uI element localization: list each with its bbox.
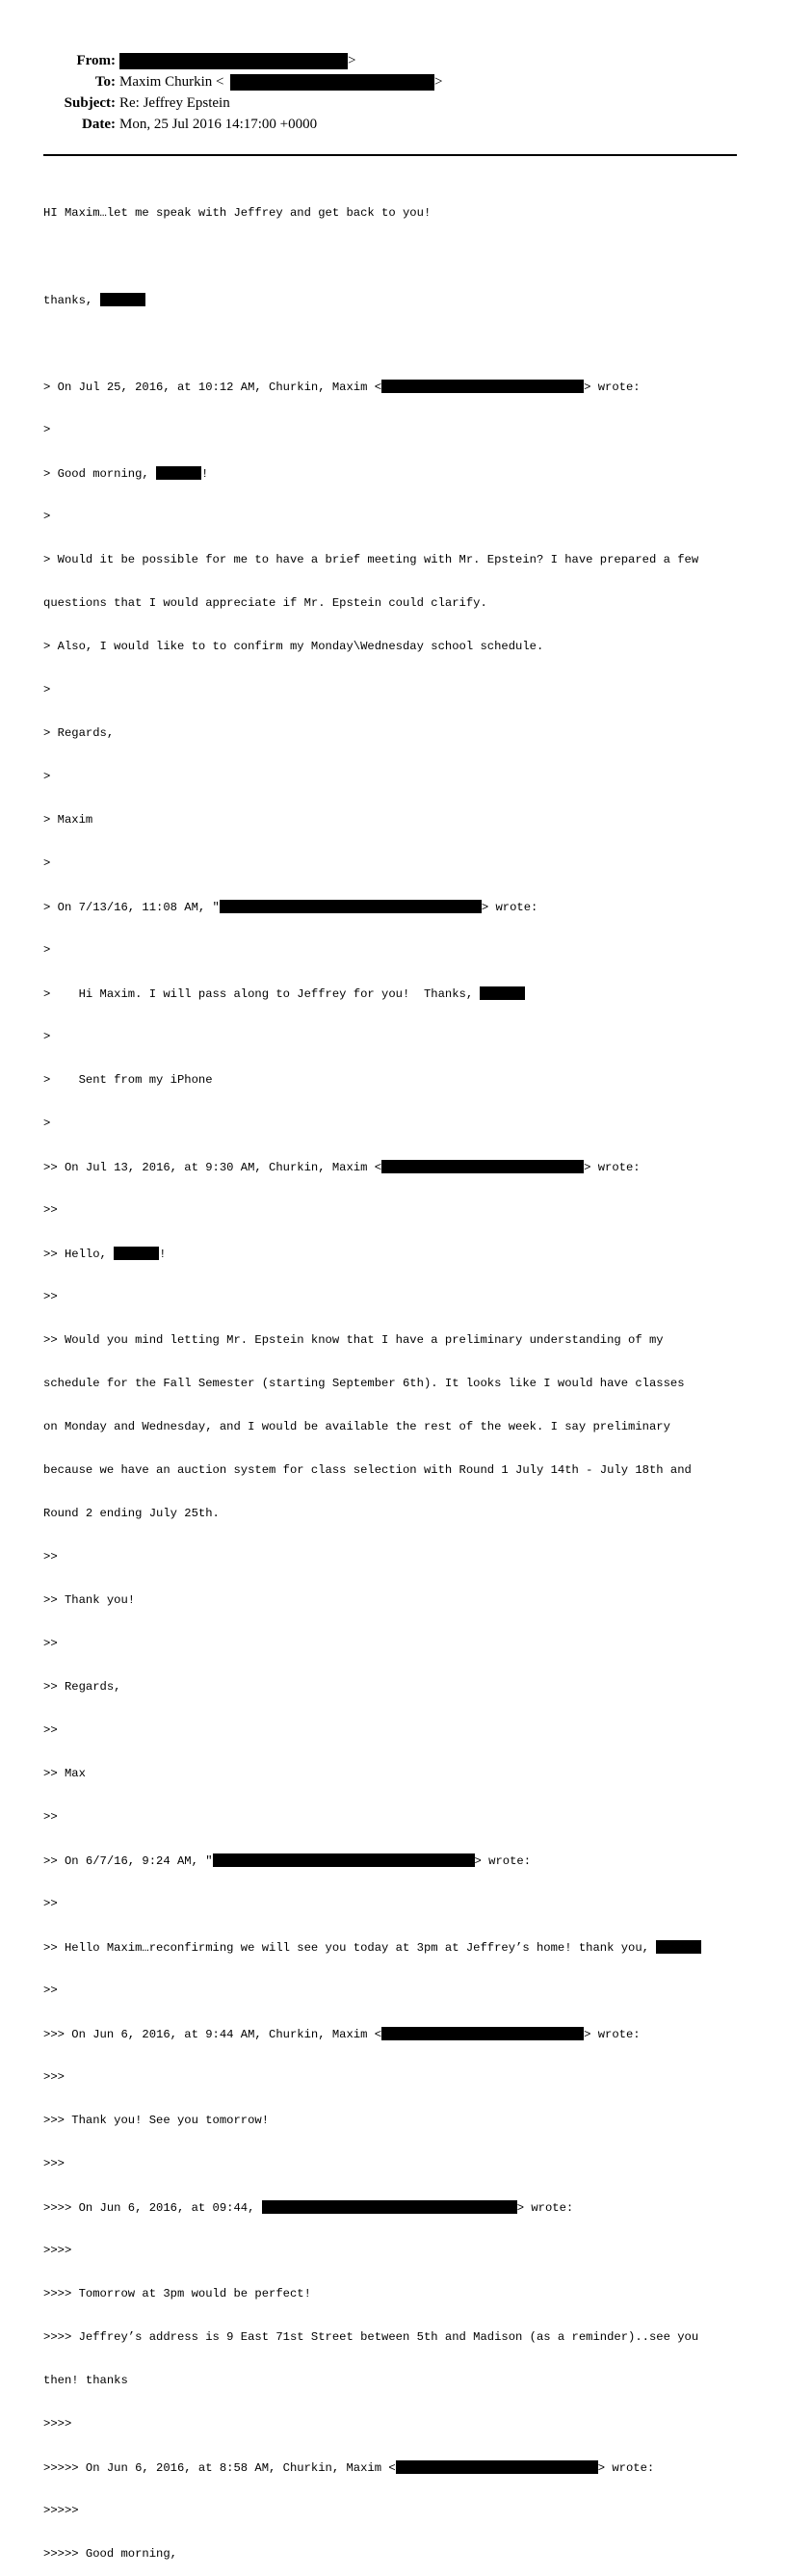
body-line: >	[43, 943, 51, 957]
body-line: >> Thank you!	[43, 1593, 136, 1607]
body-line: >> Regards,	[43, 1680, 121, 1694]
date-label: Date:	[82, 117, 116, 132]
body-line: >	[43, 510, 51, 523]
body-line: >	[43, 683, 51, 697]
redaction-bar	[213, 1853, 475, 1867]
body-line: >> Max	[43, 1767, 86, 1780]
body-line: >	[43, 856, 51, 870]
subject-text: Re: Jeffrey Epstein	[119, 95, 230, 111]
subject-label: Subject:	[64, 95, 116, 111]
quote-header: >>> On Jun 6, 2016, at 9:44 AM, Churkin, Maxim < > wrote:	[43, 2028, 641, 2041]
quote-header: > On 7/13/16, 11:08 AM, " > wrote:	[43, 901, 538, 914]
quote-header: >>>>> On Jun 6, 2016, at 8:58 AM, Churkin, Maxim < > wrote:	[43, 2461, 655, 2475]
angle-bracket: >	[434, 74, 443, 90]
redaction-bar	[480, 986, 525, 1000]
body-line: > Regards,	[43, 726, 115, 740]
redaction-bar	[100, 293, 145, 306]
body-line: >> Would you mind letting Mr. Epstein know that I have a preliminary understanding of my	[43, 1333, 664, 1347]
subject-row	[0, 95, 347, 117]
body-line: >>	[43, 1550, 58, 1564]
from-label: From:	[76, 53, 116, 68]
to-label: To:	[94, 74, 116, 90]
angle-bracket: >	[348, 53, 356, 68]
body-line: because we have an auction system for class selection with Round 1 July 14th - July 18th and	[43, 1463, 692, 1477]
email-body	[43, 177, 756, 2576]
body-line: >>	[43, 1290, 58, 1303]
quote-header: >> On Jul 13, 2016, at 9:30 AM, Churkin, Maxim < > wrote:	[43, 1161, 641, 1174]
body-line: > Hi Maxim. I will pass along to Jeffrey for you! Thanks,	[43, 986, 756, 1001]
body-line: >>>> Tomorrow at 3pm would be perfect!	[43, 2287, 311, 2300]
redaction-bar	[381, 380, 584, 393]
date-row	[0, 117, 347, 138]
body-line: >>	[43, 1723, 58, 1737]
body-line: > Good morning, !	[43, 467, 209, 481]
body-line: >>>	[43, 2070, 65, 2084]
redaction-bar	[220, 900, 482, 913]
redaction-bar	[381, 2027, 584, 2040]
quote-header: >> On 6/7/16, 9:24 AM, " > wrote:	[43, 1854, 532, 1868]
body-line: then! thanks	[43, 2374, 128, 2387]
body-line: >	[43, 1117, 51, 1130]
body-line: >>	[43, 1203, 58, 1217]
body-line: >>>>	[43, 2244, 72, 2257]
from-row	[0, 53, 356, 74]
body-line: > Also, I would like to to confirm my Monday\Wednesday school schedule.	[43, 640, 544, 653]
body-line: HI Maxim…let me speak with Jeffrey and get back to you!	[43, 206, 432, 220]
redaction-bar	[656, 1940, 701, 1954]
body-line: > Sent from my iPhone	[43, 1073, 213, 1087]
body-line: >>	[43, 1984, 58, 1997]
to-name: Maxim Churkin <	[119, 74, 224, 90]
body-line: >>> Thank you! See you tomorrow!	[43, 2114, 270, 2127]
body-line: >> Hello, !	[43, 1248, 167, 1261]
redaction-bar	[230, 74, 434, 91]
quote-header: >>>> On Jun 6, 2016, at 09:44, > wrote:	[43, 2201, 574, 2215]
body-line: >	[43, 770, 51, 783]
date-text: Mon, 25 Jul 2016 14:17:00 +0000	[119, 117, 318, 132]
body-line: >>	[43, 1897, 58, 1910]
body-line: > Maxim	[43, 813, 93, 827]
body-line: schedule for the Fall Semester (starting September 6th). It looks like I would have classes	[43, 1377, 685, 1390]
body-line: questions that I would appreciate if Mr. Epstein could clarify.	[43, 596, 487, 610]
body-line: >	[43, 423, 51, 436]
body-line: > Would it be possible for me to have a brief meeting with Mr. Epstein? I have prepared a few	[43, 553, 699, 566]
body-line: thanks,	[43, 293, 756, 307]
body-line: >>>>	[43, 2417, 72, 2431]
quote-header: > On Jul 25, 2016, at 10:12 AM, Churkin, Maxim < > wrote:	[43, 381, 641, 394]
redaction-bar	[156, 466, 201, 480]
body-line: >>	[43, 1810, 58, 1824]
body-line: >	[43, 1030, 51, 1043]
header-divider	[43, 154, 737, 156]
body-line: >>>>>	[43, 2504, 79, 2517]
to-row	[0, 74, 443, 95]
redaction-bar	[114, 1247, 159, 1260]
redaction-bar	[381, 1160, 584, 1173]
body-line: >>>> Jeffrey’s address is 9 East 71st Street between 5th and Madison (as a reminder)..see you	[43, 2330, 699, 2344]
redaction-bar	[396, 2460, 598, 2474]
body-line: >>	[43, 1637, 58, 1650]
redaction-bar	[119, 53, 348, 69]
body-line: on Monday and Wednesday, and I would be available the rest of the week. I say preliminary	[43, 1420, 670, 1433]
body-line: >> Hello Maxim…reconfirming we will see you today at 3pm at Jeffrey’s home! thank you,	[43, 1940, 756, 1955]
redaction-bar	[262, 2200, 517, 2214]
body-line: >>>>> Good morning,	[43, 2547, 177, 2561]
body-line: Round 2 ending July 25th.	[43, 1507, 220, 1520]
body-line: >>>	[43, 2157, 65, 2170]
